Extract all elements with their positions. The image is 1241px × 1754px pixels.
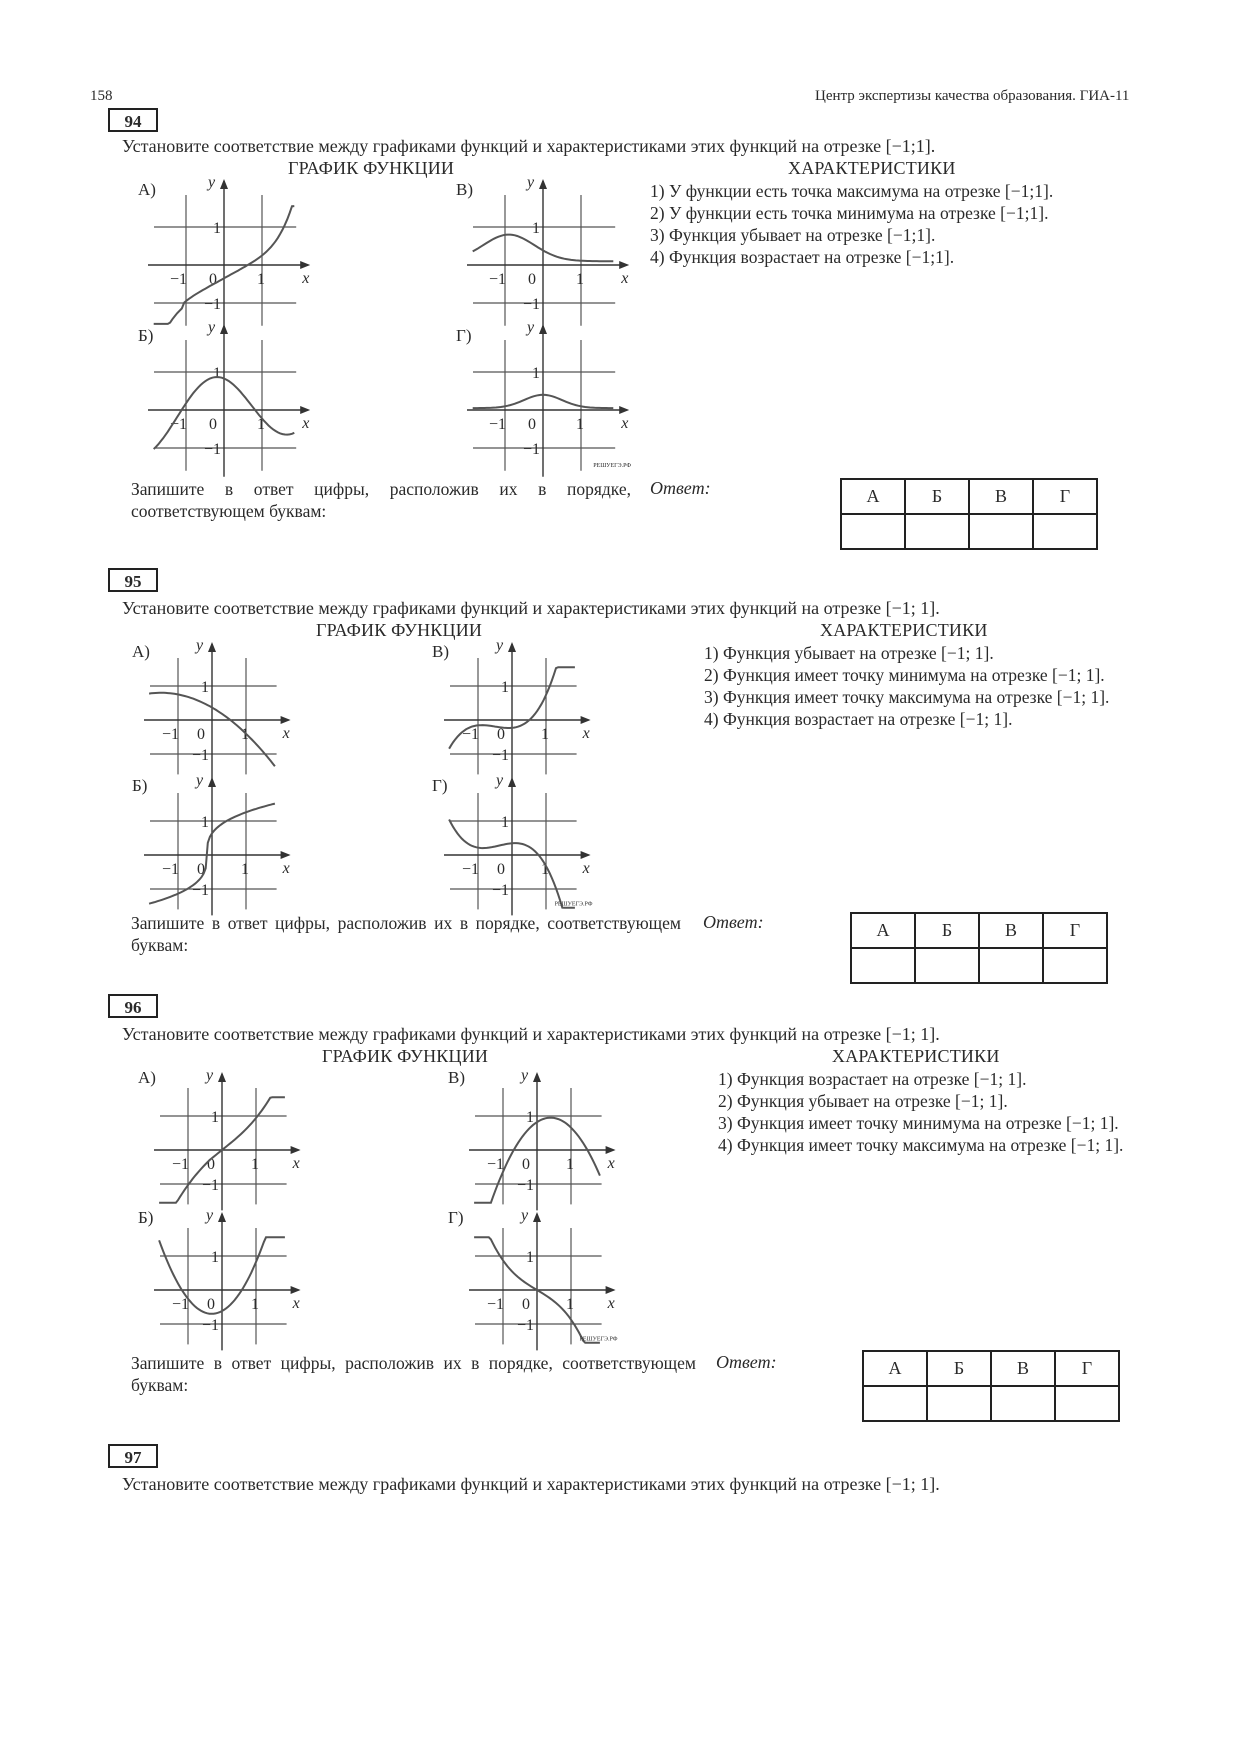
function-curve bbox=[473, 235, 614, 262]
answer-header-b: Б bbox=[905, 479, 969, 514]
tick-label: −1 bbox=[492, 882, 510, 899]
tick-label: −1 bbox=[487, 1296, 505, 1313]
tick-label: 1 bbox=[566, 1156, 574, 1173]
characteristic-item: 4) Функция имеет точку максимума на отрезке [−1; 1]. bbox=[718, 1135, 1124, 1155]
tick-label: −1 bbox=[162, 726, 180, 743]
tick-label: 1 bbox=[566, 1296, 574, 1313]
tick-label: −1 bbox=[192, 882, 210, 899]
graph-label-g: Г) bbox=[448, 1208, 464, 1227]
answer-cell-a[interactable] bbox=[851, 948, 915, 983]
tick-label: 1 bbox=[532, 220, 540, 237]
answer-label: Ответ: bbox=[650, 478, 711, 498]
y-axis-label: y bbox=[208, 174, 216, 191]
tick-label: 1 bbox=[213, 220, 221, 237]
tick-label: −1 bbox=[489, 416, 507, 433]
tick-label: 1 bbox=[257, 271, 265, 288]
tick-label: 1 bbox=[576, 271, 584, 288]
characteristic-item: 3) Функция имеет точку максимума на отрезке [−1; 1]. bbox=[704, 687, 1110, 707]
x-axis-label: x bbox=[292, 1295, 300, 1312]
y-axis-label: y bbox=[206, 1067, 214, 1084]
y-axis-label: y bbox=[208, 319, 216, 336]
task-number: 94 bbox=[108, 108, 158, 132]
graph-label-a: А) bbox=[138, 1068, 156, 1087]
tick-label: 1 bbox=[501, 814, 509, 831]
watermark: РЕШУЕГЭ.РФ bbox=[554, 901, 593, 908]
characteristic-item: 4) Функция возрастает на отрезке [−1;1]. bbox=[650, 247, 955, 267]
x-axis-label: x bbox=[621, 415, 629, 432]
x-axis-arrow bbox=[606, 1286, 616, 1294]
graph-label-v: В) bbox=[432, 642, 449, 661]
characteristic-item: 1) У функции есть точка максимума на отрезке [−1;1]. bbox=[650, 181, 1054, 201]
y-axis-arrow bbox=[533, 1072, 541, 1082]
y-axis-label: y bbox=[196, 772, 204, 789]
x-axis-arrow bbox=[291, 1286, 301, 1294]
x-axis-label: x bbox=[582, 860, 590, 877]
tick-label: 1 bbox=[541, 861, 549, 878]
answer-table bbox=[840, 478, 1098, 550]
answer-cell-g[interactable] bbox=[1055, 1386, 1119, 1421]
characteristics-title: ХАРАКТЕРИСТИКИ bbox=[832, 1046, 1000, 1066]
x-axis-label: x bbox=[282, 725, 290, 742]
tick-label: 1 bbox=[211, 1109, 219, 1126]
tick-label: 1 bbox=[211, 1249, 219, 1266]
y-axis-label: y bbox=[206, 1207, 214, 1224]
answer-label: Ответ: bbox=[716, 1352, 777, 1372]
tick-label: 1 bbox=[241, 861, 249, 878]
tick-label: 1 bbox=[213, 365, 221, 382]
x-axis-arrow bbox=[281, 851, 291, 859]
characteristic-item: 1) Функция возрастает на отрезке [−1; 1]. bbox=[718, 1069, 1027, 1089]
function-curve bbox=[159, 1097, 285, 1202]
answer-table bbox=[862, 1350, 1120, 1422]
x-axis-arrow bbox=[619, 261, 629, 269]
answer-cell-b[interactable] bbox=[915, 948, 979, 983]
tick-label: 1 bbox=[576, 416, 584, 433]
answer-table bbox=[850, 912, 1108, 984]
characteristics-title: ХАРАКТЕРИСТИКИ bbox=[820, 620, 988, 640]
task-number: 96 bbox=[108, 994, 158, 1018]
x-axis-label: x bbox=[282, 860, 290, 877]
y-axis-label: y bbox=[527, 174, 535, 191]
answer-cell-b[interactable] bbox=[905, 514, 969, 549]
y-axis-label: y bbox=[496, 772, 504, 789]
answer-header-a: А bbox=[863, 1351, 927, 1386]
origin-label: 0 bbox=[209, 271, 217, 288]
x-axis-label: x bbox=[292, 1155, 300, 1172]
x-axis-arrow bbox=[606, 1146, 616, 1154]
function-curve bbox=[149, 693, 275, 767]
tick-label: −1 bbox=[523, 296, 541, 313]
origin-label: 0 bbox=[528, 416, 536, 433]
answer-instruction: Запишите в ответ цифры, расположив их в порядке, соответствующем буквам: bbox=[131, 1353, 696, 1395]
graph-label-a: А) bbox=[132, 642, 150, 661]
tick-label: 1 bbox=[526, 1109, 534, 1126]
characteristics-list bbox=[650, 180, 1105, 268]
answer-header-v: В bbox=[969, 479, 1033, 514]
tick-label: 1 bbox=[241, 726, 249, 743]
graphs-title: ГРАФИК ФУНКЦИИ bbox=[322, 1046, 489, 1066]
graph-label-g: Г) bbox=[432, 776, 448, 795]
tick-label: −1 bbox=[162, 861, 180, 878]
characteristics-title: ХАРАКТЕРИСТИКИ bbox=[788, 158, 956, 178]
tick-label: −1 bbox=[202, 1177, 220, 1194]
function-curve bbox=[149, 804, 275, 904]
y-axis-arrow bbox=[218, 1072, 226, 1082]
characteristics-list bbox=[718, 1068, 1128, 1156]
x-axis-arrow bbox=[581, 851, 591, 859]
task-statement: Установите соответствие между графиками функций и характеристиками этих функций на отрезке [−1; 1]. bbox=[122, 1474, 940, 1494]
origin-label: 0 bbox=[197, 726, 205, 743]
tick-label: −1 bbox=[487, 1156, 505, 1173]
tick-label: −1 bbox=[462, 726, 480, 743]
tick-label: −1 bbox=[204, 296, 222, 313]
task-statement: Установите соответствие между графиками функций и характеристиками этих функций на отрезке [−1; 1]. bbox=[122, 1024, 940, 1044]
tick-label: −1 bbox=[172, 1156, 190, 1173]
y-axis-arrow bbox=[218, 1212, 226, 1222]
x-axis-label: x bbox=[607, 1295, 615, 1312]
answer-cell-v[interactable] bbox=[991, 1386, 1055, 1421]
y-axis-arrow bbox=[220, 179, 228, 189]
answer-label: Ответ: bbox=[703, 912, 764, 932]
tick-label: 1 bbox=[251, 1296, 259, 1313]
watermark: РЕШУЕГЭ.РФ bbox=[593, 462, 632, 469]
graph-label-g: Г) bbox=[456, 326, 472, 345]
watermark: РЕШУЕГЭ.РФ bbox=[579, 1336, 618, 1343]
y-axis-label: y bbox=[496, 637, 504, 654]
tick-label: −1 bbox=[517, 1177, 535, 1194]
tick-label: −1 bbox=[170, 416, 188, 433]
answer-cell-v[interactable] bbox=[979, 948, 1043, 983]
function-curve bbox=[474, 1237, 600, 1342]
origin-label: 0 bbox=[207, 1296, 215, 1313]
x-axis-label: x bbox=[582, 725, 590, 742]
graph-label-b: Б) bbox=[138, 1208, 154, 1227]
origin-label: 0 bbox=[197, 861, 205, 878]
page-number: 158 bbox=[90, 88, 113, 104]
tick-label: −1 bbox=[204, 441, 222, 458]
y-axis-arrow bbox=[533, 1212, 541, 1222]
graph-label-a: А) bbox=[138, 180, 156, 199]
characteristic-item: 3) Функция имеет точку минимума на отрезке [−1; 1]. bbox=[718, 1113, 1119, 1133]
function-curve bbox=[449, 667, 575, 748]
x-axis-label: x bbox=[621, 270, 629, 287]
answer-instruction: Запишите в ответ цифры, расположив их в порядке, соответствующем буквам: bbox=[131, 479, 631, 521]
tick-label: 1 bbox=[532, 365, 540, 382]
origin-label: 0 bbox=[497, 861, 505, 878]
graph-label-v: В) bbox=[456, 180, 473, 199]
function-curve bbox=[154, 377, 295, 449]
function-curve bbox=[154, 206, 295, 324]
tick-label: −1 bbox=[170, 271, 188, 288]
origin-label: 0 bbox=[207, 1156, 215, 1173]
x-axis-label: x bbox=[607, 1155, 615, 1172]
tick-label: 1 bbox=[201, 679, 209, 696]
answer-header-b: Б bbox=[927, 1351, 991, 1386]
origin-label: 0 bbox=[528, 271, 536, 288]
tick-label: 1 bbox=[251, 1156, 259, 1173]
graph-label-v: В) bbox=[448, 1068, 465, 1087]
characteristic-item: 2) Функция имеет точку минимума на отрезке [−1; 1]. bbox=[704, 665, 1105, 685]
characteristics-list bbox=[704, 642, 1116, 730]
y-axis-arrow bbox=[508, 642, 516, 652]
y-axis-label: y bbox=[527, 319, 535, 336]
x-axis-arrow bbox=[291, 1146, 301, 1154]
graph-label-b: Б) bbox=[138, 326, 154, 345]
answer-header-a: А bbox=[841, 479, 905, 514]
tick-label: −1 bbox=[202, 1317, 220, 1334]
answer-header-v: В bbox=[979, 913, 1043, 948]
answer-cell-g[interactable] bbox=[1043, 948, 1107, 983]
x-axis-arrow bbox=[300, 406, 310, 414]
y-axis-arrow bbox=[539, 324, 547, 334]
y-axis-arrow bbox=[220, 324, 228, 334]
task-statement: Установите соответствие между графиками функций и характеристиками этих функций на отрезке [−1;1]. bbox=[122, 136, 936, 156]
task-number: 97 bbox=[108, 1444, 158, 1468]
origin-label: 0 bbox=[522, 1156, 530, 1173]
answer-cell-b[interactable] bbox=[927, 1386, 991, 1421]
characteristic-item: 2) У функции есть точка минимума на отрезке [−1;1]. bbox=[650, 203, 1049, 223]
x-axis-label: x bbox=[302, 415, 310, 432]
y-axis-arrow bbox=[539, 179, 547, 189]
tick-label: −1 bbox=[172, 1296, 190, 1313]
answer-header-g: Г bbox=[1055, 1351, 1119, 1386]
y-axis-arrow bbox=[208, 642, 216, 652]
graph-label-b: Б) bbox=[132, 776, 148, 795]
characteristic-item: 2) Функция убывает на отрезке [−1; 1]. bbox=[718, 1091, 1008, 1111]
function-curve bbox=[449, 820, 575, 908]
y-axis-label: y bbox=[521, 1067, 529, 1084]
header-source: Центр экспертизы качества образования. ГИА-11 bbox=[815, 88, 1130, 104]
tick-label: −1 bbox=[517, 1317, 535, 1334]
origin-label: 0 bbox=[522, 1296, 530, 1313]
x-axis-arrow bbox=[619, 406, 629, 414]
characteristic-item: 3) Функция убывает на отрезке [−1;1]. bbox=[650, 225, 936, 245]
tick-label: 1 bbox=[201, 814, 209, 831]
task-statement: Установите соответствие между графиками функций и характеристиками этих функций на отрезке [−1; 1]. bbox=[122, 598, 940, 618]
characteristic-item: 4) Функция возрастает на отрезке [−1; 1]. bbox=[704, 709, 1013, 729]
x-axis-arrow bbox=[581, 716, 591, 724]
function-curve bbox=[474, 1118, 600, 1203]
function-curve bbox=[473, 395, 614, 408]
tick-label: −1 bbox=[462, 861, 480, 878]
tick-label: 1 bbox=[541, 726, 549, 743]
graphs-title: ГРАФИК ФУНКЦИИ bbox=[288, 158, 455, 178]
tick-label: −1 bbox=[192, 747, 210, 764]
answer-cell-a[interactable] bbox=[863, 1386, 927, 1421]
y-axis-arrow bbox=[508, 777, 516, 787]
tick-label: 1 bbox=[257, 416, 265, 433]
task-number: 95 bbox=[108, 568, 158, 592]
answer-header-g: Г bbox=[1043, 913, 1107, 948]
answer-cell-a[interactable] bbox=[841, 514, 905, 549]
tick-label: −1 bbox=[523, 441, 541, 458]
answer-header-a: А bbox=[851, 913, 915, 948]
x-axis-arrow bbox=[281, 716, 291, 724]
answer-header-b: Б bbox=[915, 913, 979, 948]
x-axis-arrow bbox=[300, 261, 310, 269]
tick-label: −1 bbox=[489, 271, 507, 288]
answer-header-g: Г bbox=[1033, 479, 1097, 514]
characteristic-item: 1) Функция убывает на отрезке [−1; 1]. bbox=[704, 643, 994, 663]
y-axis-arrow bbox=[208, 777, 216, 787]
graphs-title: ГРАФИК ФУНКЦИИ bbox=[316, 620, 483, 640]
tick-label: −1 bbox=[492, 747, 510, 764]
answer-cell-v[interactable] bbox=[969, 514, 1033, 549]
tick-label: 1 bbox=[526, 1249, 534, 1266]
answer-cell-g[interactable] bbox=[1033, 514, 1097, 549]
answer-instruction: Запишите в ответ цифры, расположив их в порядке, соответствующем буквам: bbox=[131, 913, 681, 955]
origin-label: 0 bbox=[209, 416, 217, 433]
origin-label: 0 bbox=[497, 726, 505, 743]
function-curve bbox=[159, 1237, 285, 1314]
tick-label: 1 bbox=[501, 679, 509, 696]
x-axis-label: x bbox=[302, 270, 310, 287]
y-axis-label: y bbox=[196, 637, 204, 654]
y-axis-label: y bbox=[521, 1207, 529, 1224]
answer-header-v: В bbox=[991, 1351, 1055, 1386]
